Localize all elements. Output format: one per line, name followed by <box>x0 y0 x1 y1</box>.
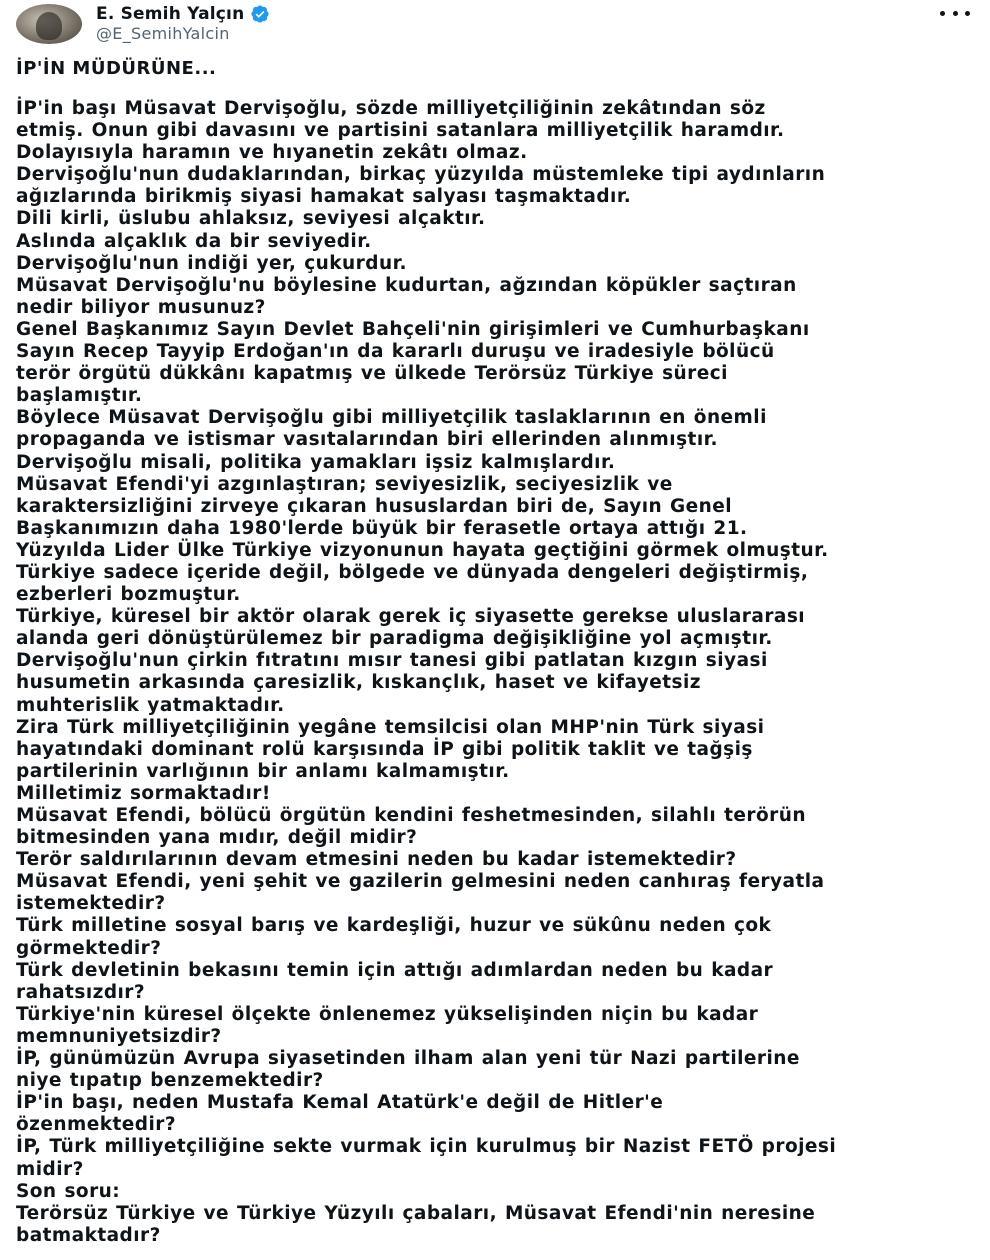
more-dot <box>940 11 945 16</box>
more-dot <box>953 11 958 16</box>
post-text-line: partilerinin varlığının bir anlamı kalmamıştır. <box>16 760 510 782</box>
post-text-line: niye tıpatıp benzemektedir? <box>16 1070 324 1092</box>
post-text-line: rahatsızdır? <box>16 981 146 1003</box>
more-dot <box>965 11 970 16</box>
post-text-line: Böylece Müsavat Dervişoğlu gibi milliyetçilik taslaklarının en önemli <box>16 407 767 429</box>
post-text-line: Son soru: <box>16 1180 121 1202</box>
post-text-line: Müsavat Efendi, yeni şehit ve gazilerin gelmesini neden canhıraş feryatla <box>16 871 825 893</box>
avatar[interactable] <box>16 4 82 44</box>
post-body <box>16 98 976 1247</box>
post-text-line: Terörsüz Türkiye ve Türkiye Yüzyılı çabaları, Müsavat Efendi'nin neresine <box>16 1202 816 1224</box>
post-text-line: Müsavat Dervişoğlu'nu böylesine kudurtan, ağzından köpükler saçtıran <box>16 274 797 296</box>
post-text-line: Dervişoğlu misali, politika yamakları işsiz kalmışlardır. <box>16 451 616 473</box>
author-handle[interactable]: @E_SemihYalcin <box>96 24 230 43</box>
post-text-line: istemektedir? <box>16 893 166 915</box>
post-text-line: midir? <box>16 1158 84 1180</box>
author-display-name[interactable]: E. Semih Yalçın <box>96 4 245 24</box>
post-text-line: karaktersizliğini zirveye çıkaran hususlardan biri de, Sayın Genel <box>16 495 733 517</box>
post-text-line: Müsavat Efendi'yi azgınlaştıran; seviyesizlik, seciyesizlik ve <box>16 473 673 495</box>
post-text-line: hayatındaki dominant rolü karşısında İP gibi politik taklit ve tağşiş <box>16 738 753 760</box>
post-text-line: Müsavat Efendi, bölücü örgütün kendini feshetmesinden, silahlı terörün <box>16 805 806 826</box>
post-text-line: özenmektedir? <box>16 1114 177 1136</box>
post-text-line: propaganda ve istismar vasıtalarından biri ellerinden alınmıştır. <box>16 429 719 451</box>
post-text-line: Türk devletinin bekasını temin için attığı adımlardan neden bu kadar <box>16 959 774 981</box>
post-text-line: Dervişoğlu'nun indiği yer, çukurdur. <box>16 252 407 274</box>
avatar-portrait <box>36 12 62 40</box>
post-text-line: memnuniyetsizdir? <box>16 1025 222 1047</box>
post-text-line: Türkiye sadece içeride değil, bölgede ve dünyada dengeleri değiştirmiş, <box>16 561 809 583</box>
post-text-line: alanda geri dönüştürülemez bir paradigma değişikliğine yol açmıştır. <box>16 628 773 650</box>
post-text-line: Dervişoğlu'nun dudaklarından, birkaç yüzyılda müstemleke tipi aydınların <box>16 164 826 186</box>
post-text-line: etmiş. Onun gibi davasını ve partisini satanlara milliyetçilik haramdır. <box>16 120 785 142</box>
post-text-line: Dolayısıyla haramın ve hıyanetin zekâtı olmaz. <box>16 142 528 164</box>
post-title: İP'İN MÜDÜRÜNE... <box>16 58 217 79</box>
post-text-line: görmektedir? <box>16 937 162 959</box>
post-text-line: İP'in başı, neden Mustafa Kemal Atatürk'e değil de Hitler'e <box>16 1092 664 1114</box>
post-text-line: terör örgütü dükkânı kapatmış ve ülkede Terörsüz Türkiye süreci <box>16 363 728 385</box>
post-text-line: İP, günümüzün Avrupa siyasetinden ilham alan yeni tür Nazi partilerine <box>16 1048 800 1070</box>
post-text-line: başlamıştır. <box>16 385 143 407</box>
post-text-line: ezberleri bozmuştur. <box>16 584 241 606</box>
post-text-line: batmaktadır? <box>16 1224 161 1246</box>
verified-badge-icon <box>250 4 270 24</box>
post-text-line: Başkanımızın daha 1980'lerde büyük bir ferasetle ortaya attığı 21. <box>16 517 748 539</box>
post-text-line: nedir biliyor musunuz? <box>16 296 266 318</box>
post-text-line: Dervişoğlu'nun çirkin fıtratını mısır tanesi gibi patlatan kızgın siyasi <box>16 650 768 672</box>
post-text-line: ağızlarında birikmiş siyasi hamakat salyası taşmaktadır. <box>16 186 632 208</box>
author-name-row[interactable] <box>96 3 270 25</box>
post-text-line: İP, Türk milliyetçiliğine sekte vurmak için kurulmuş bir Nazist FETÖ projesi <box>16 1136 837 1158</box>
post-text-line: Yüzyılda Lider Ülke Türkiye vizyonunun hayata geçtiğini görmek olmuştur. <box>16 539 829 561</box>
post-text-line: İP'in başı Müsavat Dervişoğlu, sözde milliyetçiliğinin zekâtından söz <box>16 98 766 119</box>
post-text-line: Türkiye, küresel bir aktör olarak gerek iç siyasette gerekse uluslararası <box>16 606 806 628</box>
post-text-line: Türk milletine sosyal barış ve kardeşliği, huzur ve sükûnu neden çok <box>16 915 772 937</box>
post-text-line: Genel Başkanımız Sayın Devlet Bahçeli'nin girişimleri ve Cumhurbaşkanı <box>16 318 810 340</box>
post-text-line: husumetin arkasında çaresizlik, kıskançlık, haset ve kifayetsiz <box>16 672 702 694</box>
post-text-line: Milletimiz sormaktadır! <box>16 782 271 804</box>
post-header <box>0 0 990 50</box>
post-text-line: muhterislik yatmaktadır. <box>16 694 285 716</box>
post-text-line: Aslında alçaklık da bir seviyedir. <box>16 230 372 252</box>
post-text-line: Türkiye'nin küresel ölçekte önlenemez yükselişinden niçin bu kadar <box>16 1003 759 1025</box>
more-options-icon[interactable] <box>940 4 970 22</box>
post-text-line: Terör saldırılarının devam etmesini neden bu kadar istemektedir? <box>16 849 737 871</box>
post-text-line: Zira Türk milliyetçiliğinin yegâne temsilcisi olan MHP'nin Türk siyasi <box>16 716 765 738</box>
post-text-line: Sayın Recep Tayyip Erdoğan'ın da kararlı duruşu ve iradesiyle bölücü <box>16 341 775 363</box>
post-text-line: Dili kirli, üslubu ahlaksız, seviyesi alçaktır. <box>16 208 486 230</box>
post-text-line: bitmesinden yana mıdır, değil midir? <box>16 827 418 849</box>
